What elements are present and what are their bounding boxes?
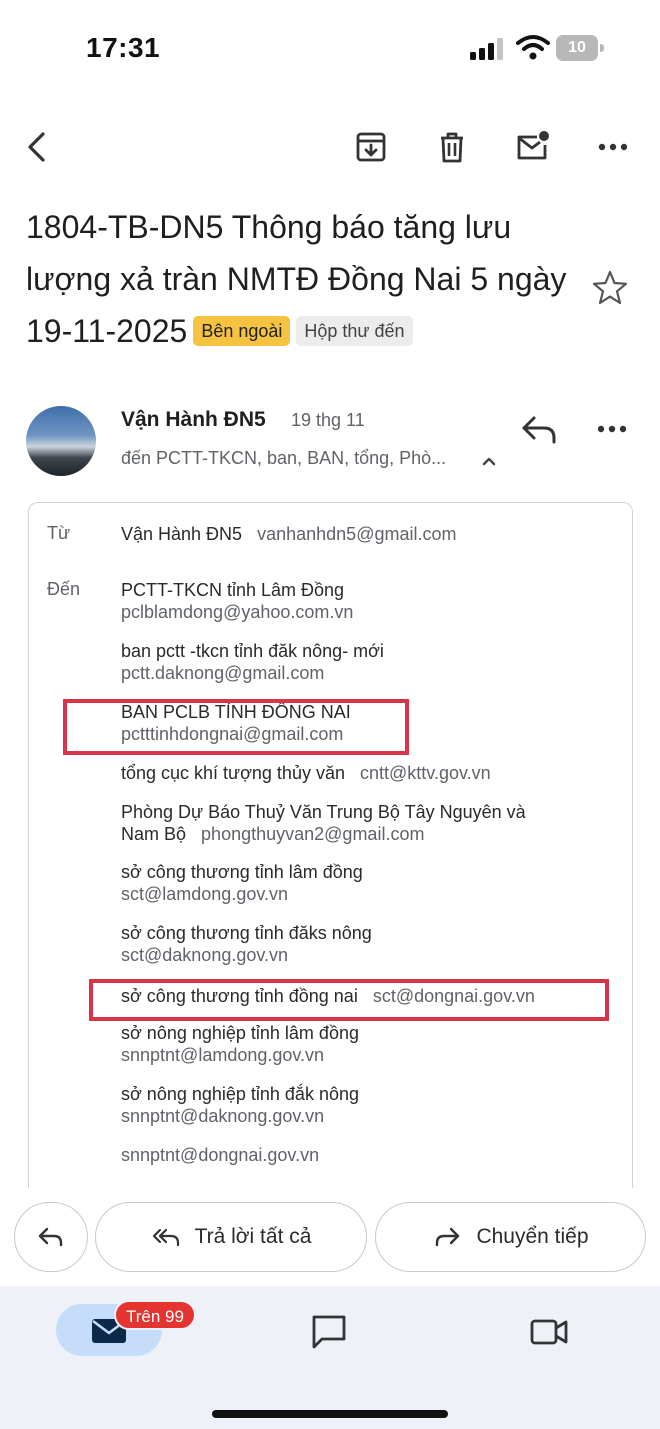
recipients-summary[interactable]: đến PCTT-TKCN, ban, BAN, tổng, Phò... (121, 448, 447, 468)
recipient-item[interactable] (121, 640, 621, 684)
recipient-name: tổng cục khí tượng thủy văn (121, 763, 345, 783)
status-time: 17:31 (86, 32, 161, 63)
recipient-name: sở nông nghiệp tỉnh lâm đồng (121, 1023, 359, 1043)
wifi-icon (516, 34, 550, 60)
forward-icon (432, 1222, 462, 1252)
mail-count-badge: Trên 99 (114, 1300, 196, 1330)
recipient-name-cont: Nam Bộ (121, 824, 187, 844)
recipient-item[interactable] (121, 1083, 621, 1127)
from-email[interactable]: vanhanhdn5@gmail.com (257, 524, 457, 544)
recipient-item[interactable] (121, 579, 621, 623)
reply-all-button[interactable] (95, 1202, 367, 1272)
recipient-email: snnptnt@daknong.gov.vn (121, 1106, 325, 1126)
status-bar (0, 0, 660, 100)
recipient-name: sở công thương tỉnh đăks nông (121, 923, 372, 943)
label-external[interactable]: Bên ngoài (193, 316, 290, 346)
recipient-email: sct@dongnai.gov.vn (372, 986, 535, 1006)
sender-name: Vận Hành ĐN5 (121, 408, 266, 431)
chat-icon[interactable] (309, 1312, 349, 1352)
highlight-box-pclb (63, 699, 409, 755)
chevron-up-icon[interactable] (478, 450, 500, 472)
cellular-signal-icon (470, 38, 506, 60)
star-icon[interactable] (590, 268, 630, 308)
highlight-box-sct (89, 979, 609, 1021)
reply-button[interactable] (14, 1202, 88, 1272)
to-label: Đến (47, 579, 81, 599)
video-icon[interactable] (529, 1312, 569, 1352)
recipient-name: BAN PCLB TỈNH ĐỒNG NAI (121, 702, 351, 722)
recipient-name: sở công thương tỉnh lâm đồng (121, 862, 363, 882)
subject-text: 1804-TB-DN5 Thông báo tăng lưu lượng xả tràn NMTĐ Đồng Nai 5 ngày 19-11-2025 (26, 209, 567, 349)
trash-icon (433, 128, 471, 166)
recipient-email: pctt.daknong@gmail.com (121, 663, 325, 683)
forward-label: Chuyển tiếp (476, 1225, 589, 1248)
from-label: Từ (47, 523, 71, 543)
message-toolbar (0, 115, 660, 179)
back-arrow-icon (19, 128, 57, 166)
recipient-name: ban pctt -tkcn tỉnh đăk nông- mới (121, 641, 384, 661)
delete-button[interactable] (424, 115, 480, 179)
home-indicator[interactable] (212, 1410, 448, 1418)
mark-unread-icon (513, 128, 551, 166)
recipient-email: sct@lamdong.gov.vn (121, 884, 289, 904)
more-horiz-icon (594, 128, 632, 166)
mark-unread-button[interactable] (504, 115, 560, 179)
sent-date: 19 thg 11 (291, 410, 365, 430)
recipient-email: cntt@kttv.gov.vn (360, 763, 491, 783)
reply-all-label: Trả lời tất cả (194, 1225, 312, 1248)
from-name: Vận Hành ĐN5 (121, 524, 243, 544)
recipient-item[interactable] (121, 1144, 621, 1166)
archive-icon (352, 128, 390, 166)
forward-button[interactable] (375, 1202, 646, 1272)
recipient-name: sở nông nghiệp tỉnh đắk nông (121, 1084, 359, 1104)
recipient-email: phongthuyvan2@gmail.com (201, 824, 425, 844)
more-vert-icon[interactable] (592, 410, 632, 448)
battery-level: 10 (568, 39, 586, 56)
archive-button[interactable] (343, 115, 399, 179)
recipient-email: sct@daknong.gov.vn (121, 945, 289, 965)
reply-all-icon (151, 1222, 181, 1252)
email-subject (26, 201, 586, 357)
recipient-email: snnptnt@lamdong.gov.vn (121, 1045, 325, 1065)
more-options-button[interactable] (585, 115, 641, 179)
recipient-item[interactable] (121, 922, 621, 966)
recipient-name: PCTT-TKCN tỉnh Lâm Đồng (121, 580, 345, 600)
from-value (121, 523, 621, 545)
reply-icon (36, 1222, 66, 1252)
recipient-item[interactable] (121, 801, 621, 845)
bottom-navigation (0, 1286, 660, 1429)
back-button[interactable] (10, 115, 66, 179)
message-details-card (28, 502, 633, 1222)
recipient-item[interactable] (121, 1022, 621, 1066)
recipient-email: pclblamdong@yahoo.com.vn (121, 602, 354, 622)
recipient-name: Phòng Dự Báo Thuỷ Văn Trung Bộ Tây Nguyên và (121, 802, 526, 822)
sender-avatar[interactable] (26, 406, 96, 476)
recipient-email: pctttinhdongnai@gmail.com (121, 724, 344, 744)
recipient-email: snnptnt@dongnai.gov.vn (121, 1145, 320, 1165)
recipient-item[interactable] (121, 861, 621, 905)
label-inbox[interactable]: Hộp thư đến (296, 316, 412, 346)
recipient-name: sở công thương tỉnh đồng nai (121, 986, 358, 1006)
reply-icon[interactable] (518, 410, 560, 448)
message-actions (0, 1188, 660, 1286)
battery-indicator (556, 35, 604, 61)
recipient-item[interactable] (121, 762, 621, 784)
